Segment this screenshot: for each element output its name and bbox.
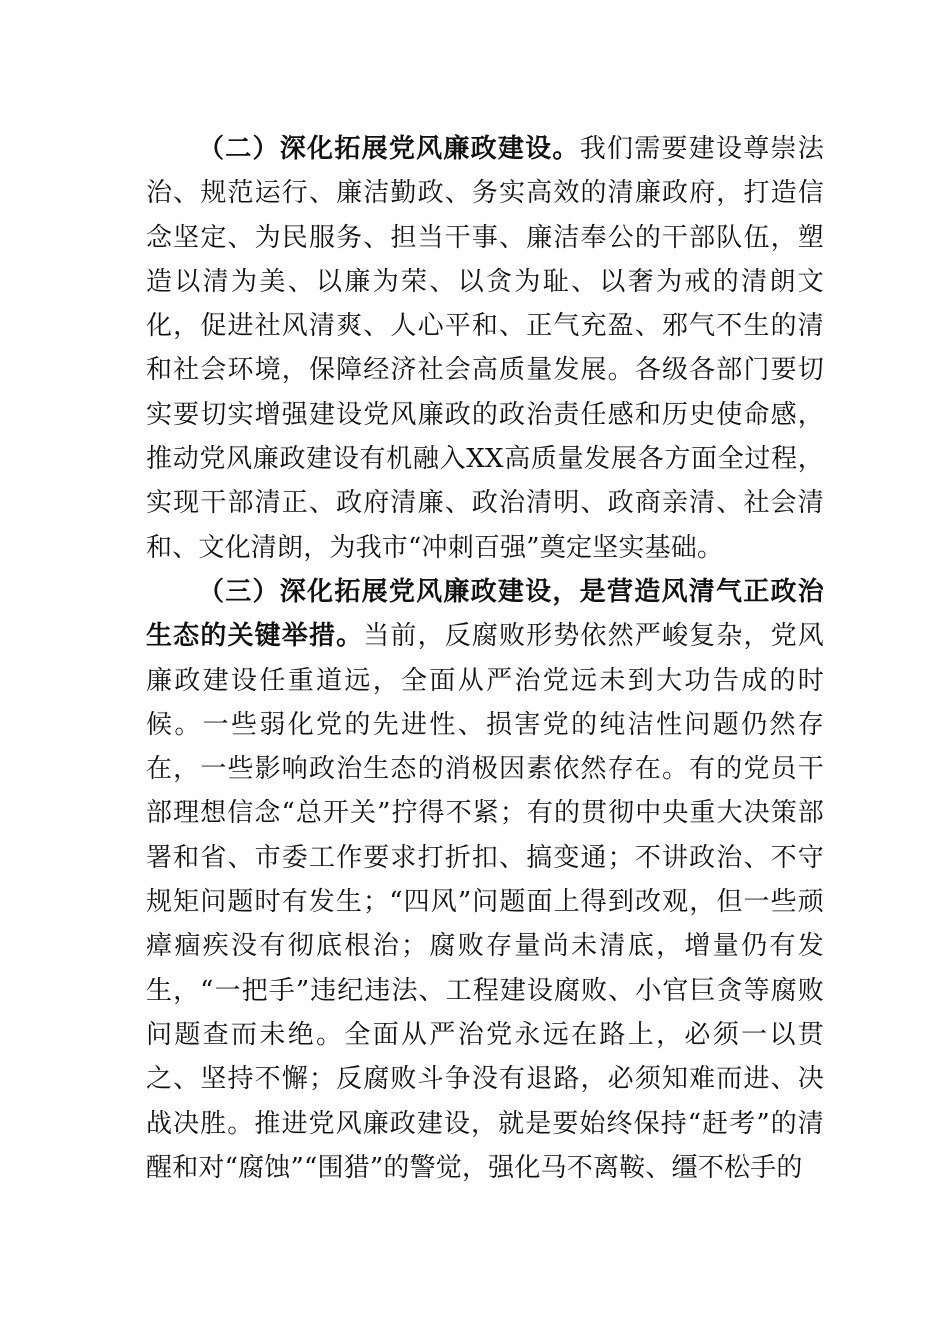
paragraph-3-text: 当前，反腐败形势依然严峻复杂，党风廉政建设任重道远，全面从严治党远未到大功告成的时候。一些弱化党的先进性、损害党的纯洁性问题仍然存在，一些影响政治生态的消极因素依然存在。有的党员干部理想信念“总开关”拧得不紧；有的贯彻中央重大决策部署和省、市委工作要求打折扣、搞变通；不讲政治、不守规矩问题时有发生；“四风”问题面上得到改观，但一些顽瘴痼疾没有彻底根治；腐败存量尚未清底，增量仍有发生，“一把手”违纪违法、工程建设腐败、小官巨贪等腐败问题查而未绝。全面从严治党永远在路上，必须一以贯之、坚持不懈；反腐败斗争没有退路，必须知难而进、决战决胜。推进党风廉政建设，就是要始终保持“赶考”的清醒和对“腐蚀”“围猎”的警觉，强化马不离鞍、缰不松手的 [146,621,824,1183]
paragraph-2 [146,127,824,570]
paragraph-2-text: 我们需要建设尊崇法治、规范运行、廉洁勤政、务实高效的清廉政府，打造信念坚定、为民服务、担当干事、廉洁奉公的干部队伍，塑造以清为美、以廉为荣、以贪为耻、以奢为戒的清朗文化，促进社风清爽、人心平和、正气充盈、邪气不生的清和社会环境，保障经济社会高质量发展。各级各部门要切实要切实增强建设党风廉政的政治责任感和历史使命感，推动党风廉政建设有机融入XX高质量发展各方面全过程，实现干部清正、政府清廉、政治清明、政商亲清、社会清和、文化清朗，为我市“冲刺百强”奠定坚实基础。 [146,134,824,563]
paragraph-2-heading: （二）深化拓展党风廉政建设。 [198,134,580,164]
paragraph-3 [146,570,824,1190]
document-body [146,127,824,1190]
paragraph-3-heading: （三）深化拓展党风廉政建设，是营造风清气正政治生态的关键举措。 [146,576,824,652]
